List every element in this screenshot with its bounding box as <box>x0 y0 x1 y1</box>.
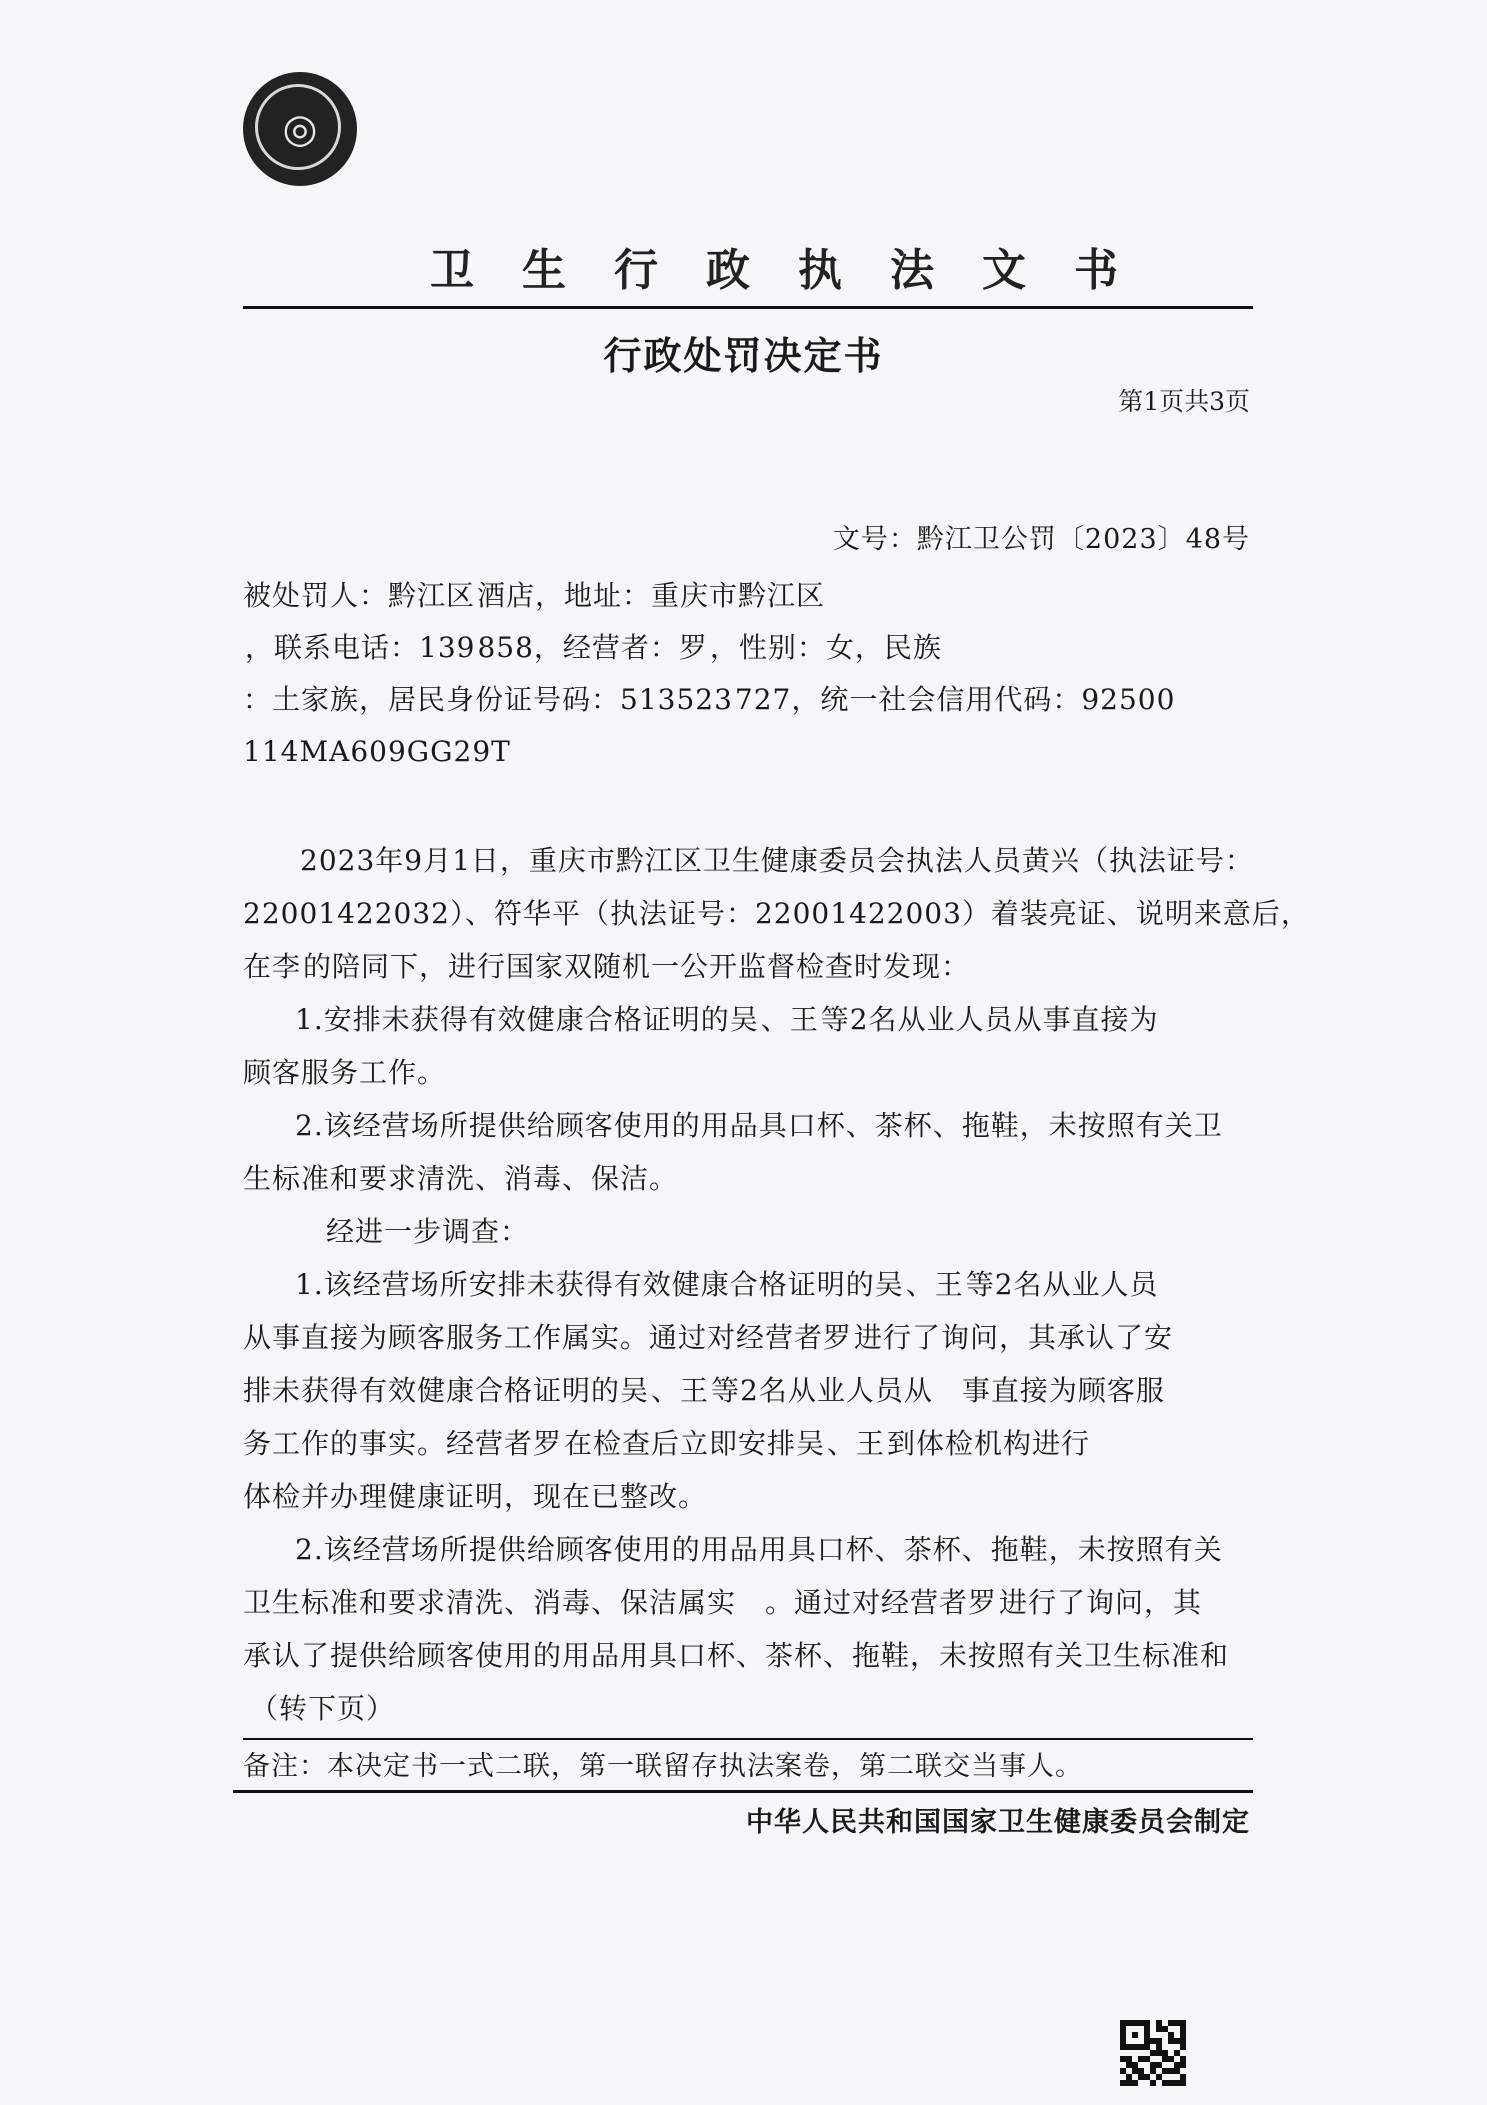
investigation-heading: 经进一步调查： <box>326 1215 530 1248</box>
document-title: 行政处罚决定书 <box>603 333 884 378</box>
remarks-note: 备注：本决定书一式二联，第一联留存执法案卷，第二联交当事人。 <box>243 1751 1083 1782</box>
party-line-1: 被处罚人：黔江区酒店，地址：重庆市黔江区 <box>243 579 826 612</box>
investigation-2-line2: 卫生标准和要求清洗、消毒、保洁属实 。通过对经营者罗进行了询问，其 <box>243 1586 1203 1619</box>
document-category: 卫生行政执法文书 <box>430 245 1166 296</box>
footer-rule-top <box>243 1738 1253 1740</box>
finding-1-line2: 顾客服务工作。 <box>243 1056 447 1089</box>
finding-1-line1: 1.安排未获得有效健康合格证明的吴、王等2名从业人员从事直接为 <box>295 1003 1159 1036</box>
body-p1-line1: 2023年9月1日，重庆市黔江区卫生健康委员会执法人员黄兴（执法证号： <box>300 844 1254 877</box>
party-line-4: 114MA609GG29T <box>243 735 511 768</box>
investigation-1-line2: 从事直接为顾客服务工作属实。通过对经营者罗进行了询问，其承认了安 <box>243 1321 1174 1354</box>
investigation-1-line5: 体检并办理健康证明，现在已整改。 <box>243 1480 708 1513</box>
continued-marker: （转下页） <box>250 1692 396 1725</box>
emblem-seal-icon: ◎ <box>243 72 357 186</box>
issuing-authority: 中华人民共和国国家卫生健康委员会制定 <box>746 1807 1250 1838</box>
investigation-2-line1: 2.该经营场所提供给顾客使用的用品用具口杯、茶杯、拖鞋，未按照有关 <box>295 1533 1223 1566</box>
investigation-1-line3: 排未获得有效健康合格证明的吴、王等2名从业人员从 事直接为顾客服 <box>243 1374 1165 1407</box>
qr-code-icon <box>1120 2020 1186 2086</box>
investigation-1-line4: 务工作的事实。经营者罗在检查后立即安排吴、王到体检机构进行 <box>243 1427 1091 1460</box>
header-rule <box>243 306 1253 309</box>
document-number: 文号：黔江卫公罚〔2023〕48号 <box>832 524 1250 555</box>
body-p1-line2: 22001422032）、符华平（执法证号：22001422003）着装亮证、说明来意后， <box>243 897 1310 930</box>
finding-2-line2: 生标准和要求清洗、消毒、保洁。 <box>243 1162 679 1195</box>
page-indicator: 第1页共3页 <box>1118 387 1250 416</box>
body-p1-line3: 在李的陪同下，进行国家双随机一公开监督检查时发现： <box>243 950 971 983</box>
party-line-3: ：土家族，居民身份证号码：513523727，统一社会信用代码：92500 <box>243 683 1176 716</box>
finding-2-line1: 2.该经营场所提供给顾客使用的用品具口杯、茶杯、拖鞋，未按照有关卫 <box>295 1109 1223 1142</box>
footer-rule-bottom <box>233 1790 1253 1793</box>
investigation-2-line3: 承认了提供给顾客使用的用品用具口杯、茶杯、拖鞋，未按照有关卫生标准和 <box>243 1639 1230 1672</box>
party-line-2: ，联系电话：139858，经营者：罗，性别：女，民族 <box>245 631 942 664</box>
investigation-1-line1: 1.该经营场所安排未获得有效健康合格证明的吴、王等2名从业人员 <box>295 1268 1159 1301</box>
